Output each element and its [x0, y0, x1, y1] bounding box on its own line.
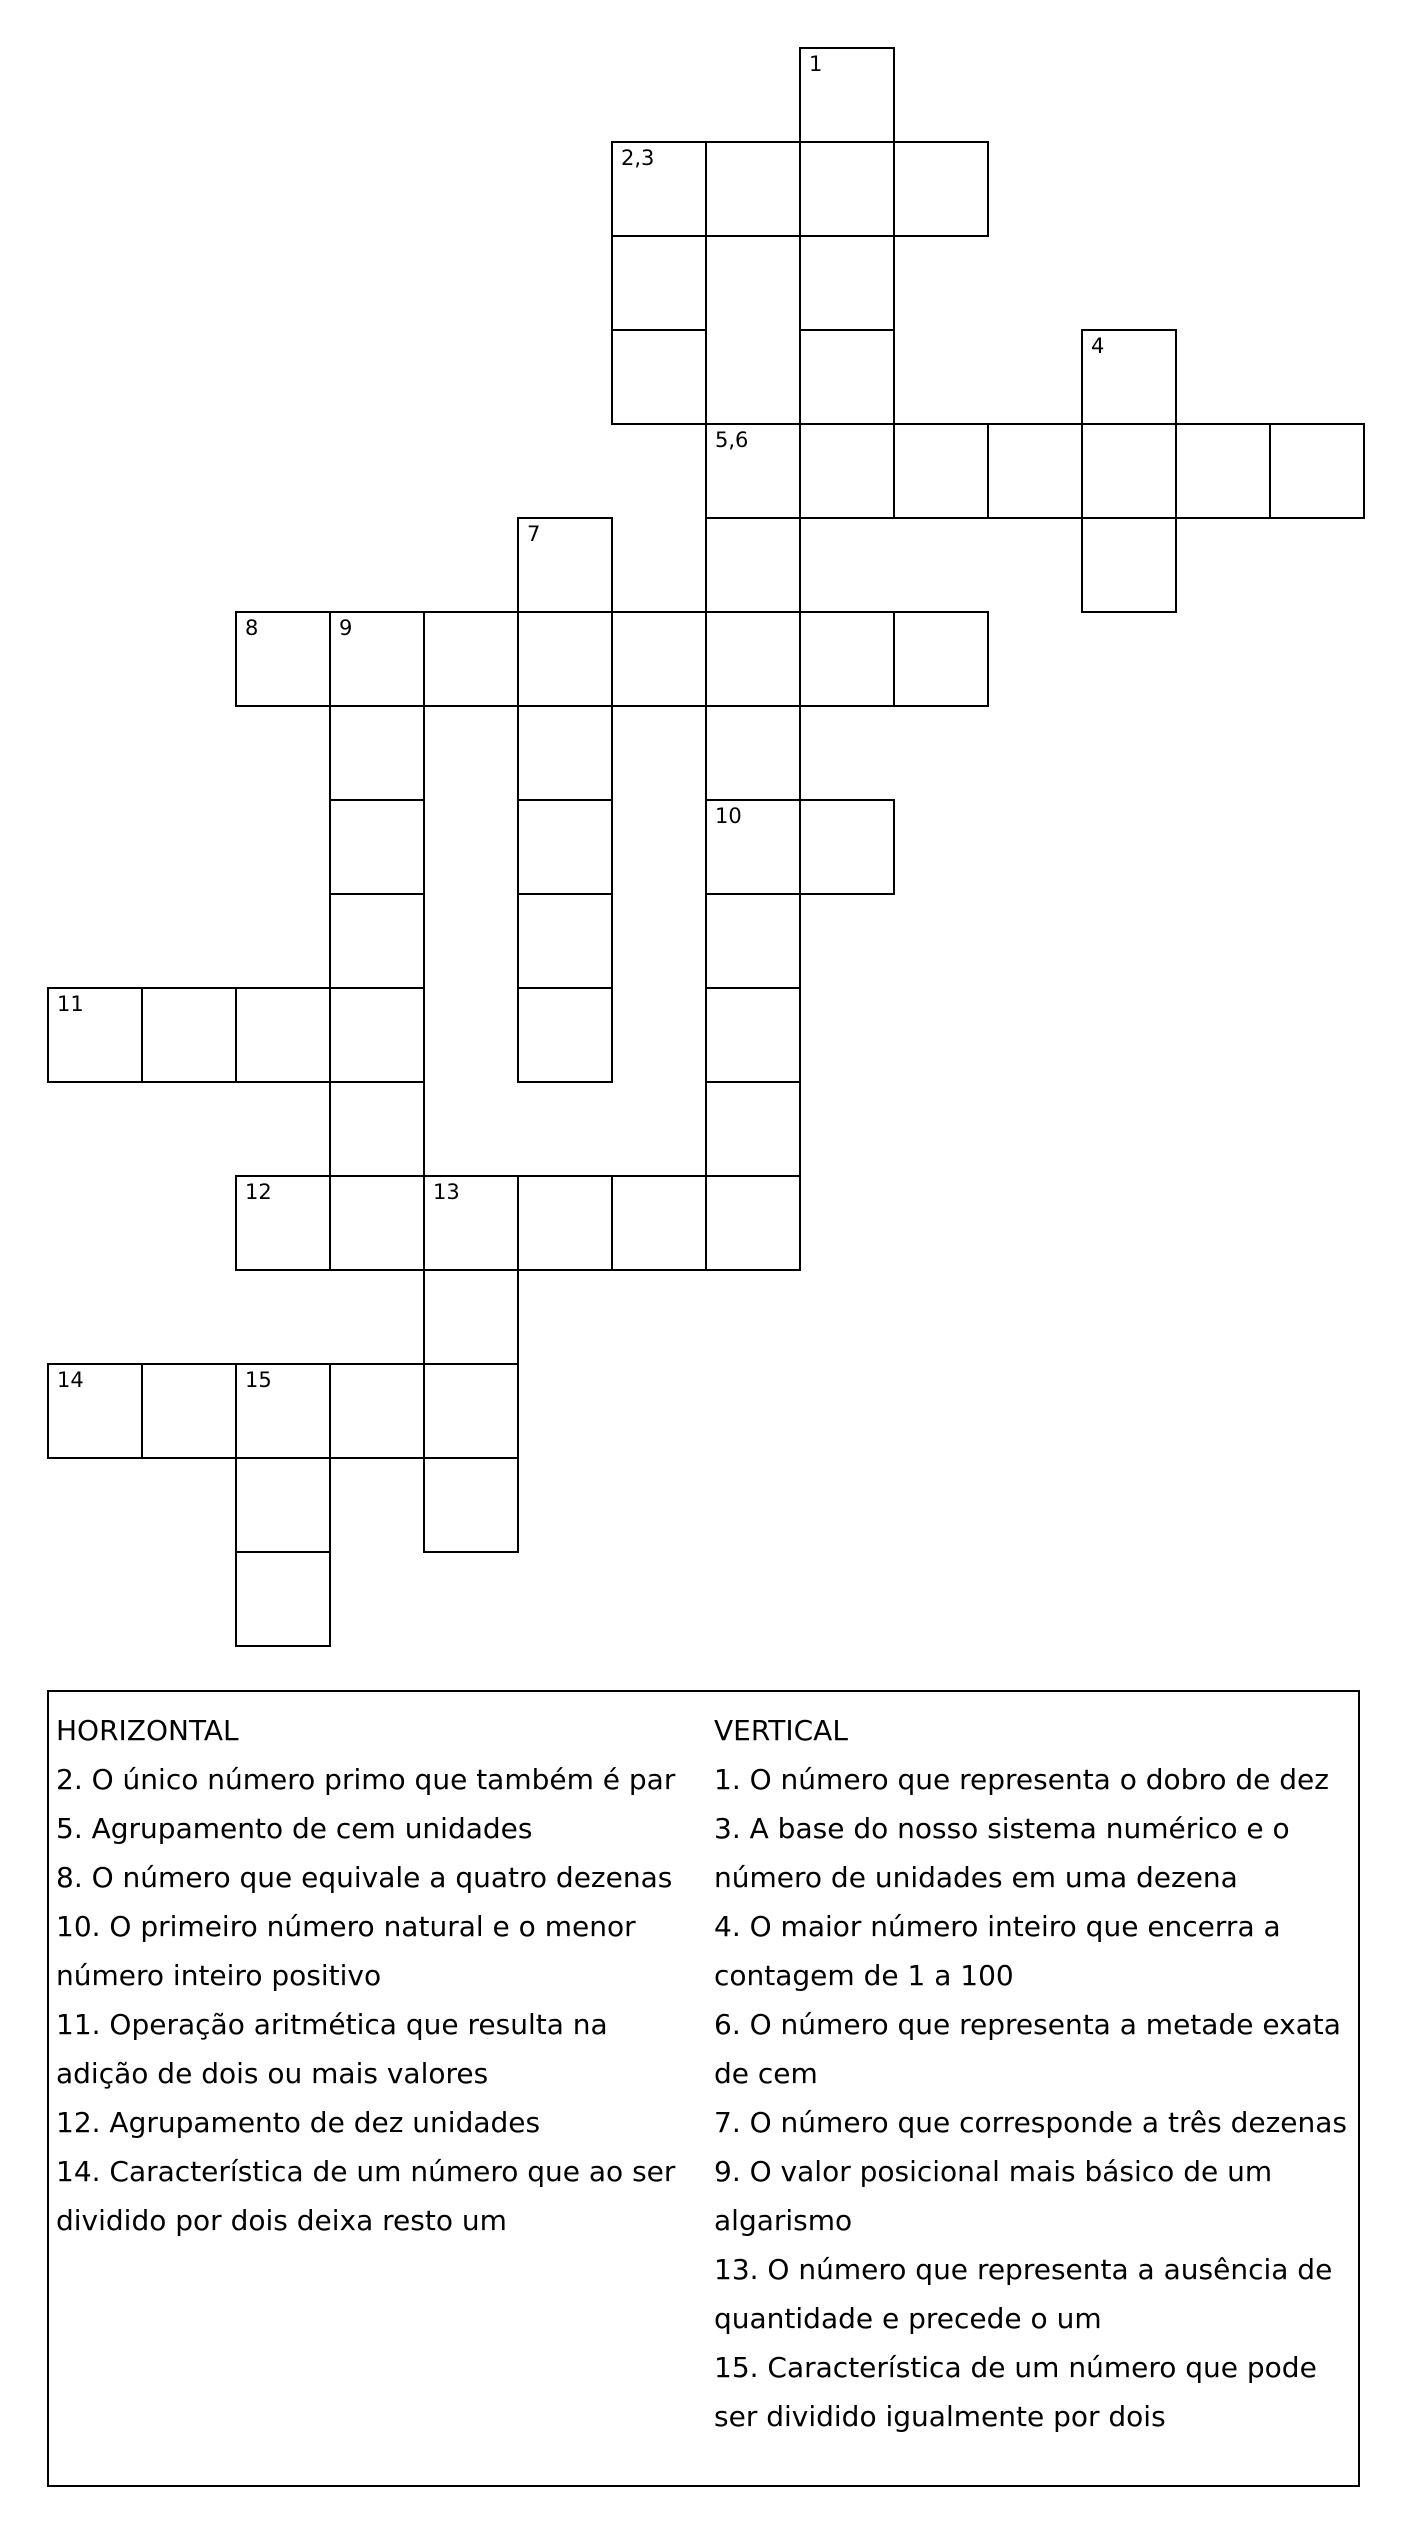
crossword-cell[interactable] [705, 1175, 801, 1271]
clue-number: 2,3 [621, 146, 655, 170]
crossword-cell[interactable] [329, 705, 425, 801]
crossword-cell[interactable] [517, 987, 613, 1083]
clue-number: 4 [1091, 334, 1105, 358]
clue-vertical-1: 1. O número que representa o dobro de dez [714, 1763, 1329, 1796]
crossword-cell[interactable] [423, 1175, 519, 1271]
crossword-cell[interactable] [987, 423, 1083, 519]
crossword-cell[interactable] [799, 235, 895, 331]
crossword-cell[interactable] [329, 1175, 425, 1271]
crossword-cell[interactable] [611, 1175, 707, 1271]
crossword-cell[interactable] [423, 1457, 519, 1553]
crossword-cell[interactable] [517, 799, 613, 895]
crossword-cell[interactable] [329, 799, 425, 895]
crossword-cell[interactable] [611, 235, 707, 331]
crossword-cell[interactable] [1269, 423, 1365, 519]
crossword-cell[interactable] [329, 987, 425, 1083]
clue-vertical-6: 6. O número que representa a metade exata de cem [714, 2008, 1341, 2090]
clue-vertical-3: 3. A base do nosso sistema numérico e o número de unidades em uma dezena [714, 1812, 1290, 1894]
crossword-cell[interactable] [235, 1363, 331, 1459]
crossword-cell[interactable] [893, 141, 989, 237]
vertical-clues [714, 1706, 1354, 2441]
crossword-cell[interactable] [329, 893, 425, 989]
clue-number: 10 [715, 804, 742, 828]
crossword-cell[interactable] [517, 1175, 613, 1271]
vertical-heading: VERTICAL [714, 1714, 848, 1747]
crossword-cell[interactable] [517, 517, 613, 613]
clue-vertical-7: 7. O número que corresponde a três dezenas [714, 2106, 1347, 2139]
crossword-cell[interactable] [235, 1175, 331, 1271]
clue-number: 7 [527, 522, 541, 546]
crossword-cell[interactable] [611, 611, 707, 707]
clue-horizontal-12: 12. Agrupamento de dez unidades [56, 2106, 541, 2139]
horizontal-clues [56, 1706, 696, 2245]
clue-horizontal-10: 10. O primeiro número natural e o menor número inteiro positivo [56, 1910, 636, 1992]
crossword-cell[interactable] [47, 987, 143, 1083]
crossword-cell[interactable] [235, 1457, 331, 1553]
crossword-cell[interactable] [1081, 517, 1177, 613]
clues-box [47, 1690, 1360, 2487]
clue-number: 5,6 [715, 428, 749, 452]
crossword-cell[interactable] [893, 423, 989, 519]
crossword-cell[interactable] [611, 141, 707, 237]
crossword-cell[interactable] [799, 329, 895, 425]
crossword-cell[interactable] [423, 611, 519, 707]
horizontal-heading: HORIZONTAL [56, 1714, 239, 1747]
crossword-cell[interactable] [705, 987, 801, 1083]
clue-number: 9 [339, 616, 353, 640]
crossword-cell[interactable] [705, 705, 801, 801]
clue-number: 15 [245, 1368, 272, 1392]
crossword-cell[interactable] [893, 611, 989, 707]
crossword-cell[interactable] [799, 141, 895, 237]
crossword-cell[interactable] [235, 1551, 331, 1647]
crossword-cell[interactable] [1081, 329, 1177, 425]
clue-number: 1 [809, 52, 823, 76]
clue-horizontal-8: 8. O número que equivale a quatro dezenas [56, 1861, 673, 1894]
crossword-cell[interactable] [705, 893, 801, 989]
clue-number: 13 [433, 1180, 460, 1204]
crossword-cell[interactable] [141, 987, 237, 1083]
crossword-cell[interactable] [423, 1269, 519, 1365]
clue-vertical-9: 9. O valor posicional mais básico de um algarismo [714, 2155, 1273, 2237]
crossword-cell[interactable] [705, 141, 801, 237]
clue-horizontal-2: 2. O único número primo que também é par [56, 1763, 676, 1796]
clue-horizontal-5: 5. Agrupamento de cem unidades [56, 1812, 533, 1845]
clue-number: 14 [57, 1368, 84, 1392]
clue-number: 11 [57, 992, 84, 1016]
crossword-cell[interactable] [1175, 423, 1271, 519]
crossword-cell[interactable] [329, 1363, 425, 1459]
clue-vertical-15: 15. Característica de um número que pode ser dividido igualmente por dois [714, 2351, 1317, 2433]
clue-vertical-4: 4. O maior número inteiro que encerra a contagem de 1 a 100 [714, 1910, 1281, 1992]
crossword-cell[interactable] [235, 611, 331, 707]
crossword-cell[interactable] [705, 611, 801, 707]
clue-number: 8 [245, 616, 259, 640]
crossword-cell[interactable] [799, 611, 895, 707]
crossword-cell[interactable] [517, 705, 613, 801]
crossword-cell[interactable] [799, 47, 895, 143]
crossword-cell[interactable] [329, 611, 425, 707]
crossword-cell[interactable] [141, 1363, 237, 1459]
clue-horizontal-11: 11. Operação aritmética que resulta na adição de dois ou mais valores [56, 2008, 608, 2090]
crossword-cell[interactable] [517, 611, 613, 707]
crossword-cell[interactable] [329, 1081, 425, 1177]
clue-horizontal-14: 14. Característica de um número que ao ser dividido por dois deixa resto um [56, 2155, 676, 2237]
crossword-cell[interactable] [517, 893, 613, 989]
clue-number: 12 [245, 1180, 272, 1204]
crossword-cell[interactable] [705, 799, 801, 895]
crossword-cell[interactable] [1081, 423, 1177, 519]
crossword-cell[interactable] [799, 799, 895, 895]
crossword-cell[interactable] [47, 1363, 143, 1459]
clue-vertical-13: 13. O número que representa a ausência de quantidade e precede o um [714, 2253, 1333, 2335]
crossword-cell[interactable] [799, 423, 895, 519]
crossword-cell[interactable] [705, 517, 801, 613]
crossword-cell[interactable] [235, 987, 331, 1083]
crossword-cell[interactable] [611, 329, 707, 425]
crossword-cell[interactable] [423, 1363, 519, 1459]
crossword-cell[interactable] [705, 1081, 801, 1177]
crossword-cell[interactable] [705, 423, 801, 519]
